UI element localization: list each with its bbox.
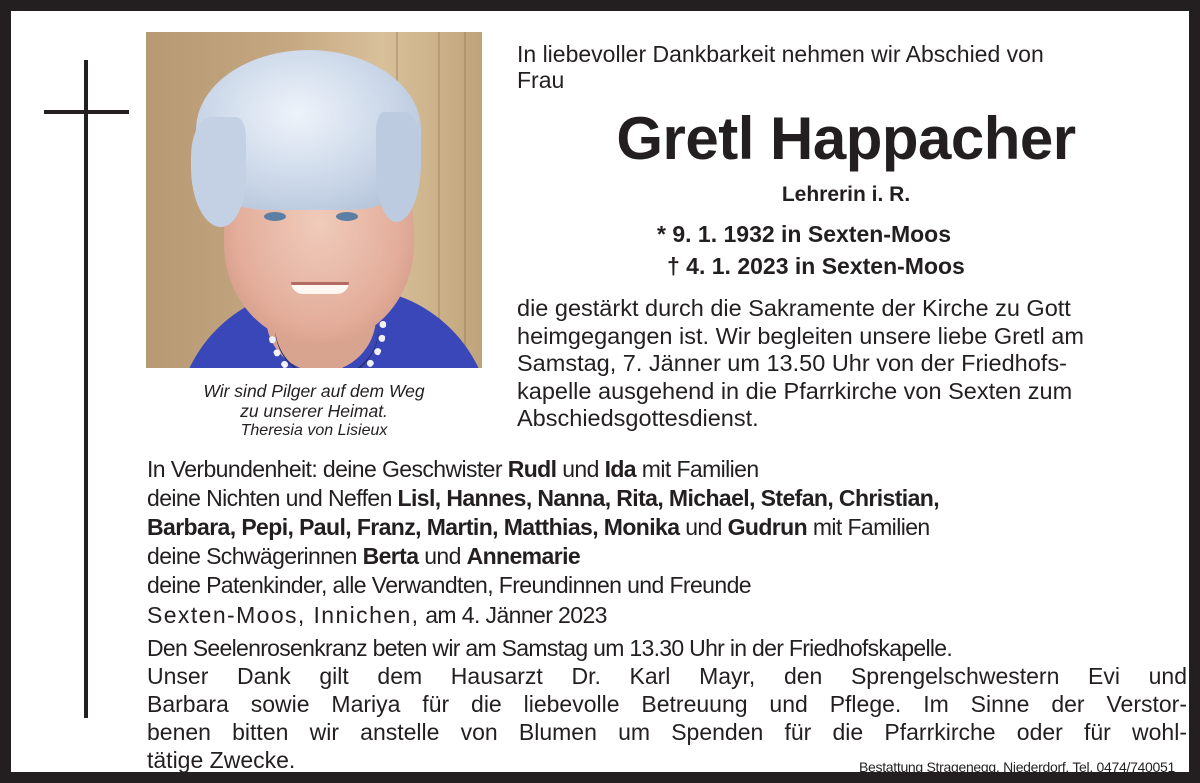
place: Sexten-Moos, Innichen, [147, 602, 420, 628]
date: am 4. Jänner 2023 [419, 602, 607, 628]
wood-grain [464, 32, 466, 368]
obituary-notice [11, 11, 1189, 775]
place-and-date [147, 601, 607, 630]
intro-line: Frau [517, 67, 565, 93]
portrait-eye-right [336, 212, 358, 221]
funeral-home-contact: Bestattung Stragenegg, Niederdorf, Tel. 0474/740051 [858, 759, 1175, 775]
portrait-eye-left [264, 212, 286, 221]
closing-text [147, 634, 1187, 774]
quote-author: Theresia von Lisieux [240, 422, 388, 439]
mourner-name: Gudrun [727, 514, 808, 540]
mourner-name: Ida [604, 456, 636, 482]
deceased-name: Gretl Happacher [616, 105, 1076, 172]
mourner-name: Berta [362, 543, 419, 569]
announcement-line: die gestärkt durch die Sakramente der Kirche zu Gott [517, 295, 1071, 321]
portrait-hair-left [191, 117, 246, 227]
quote-line-1: Wir sind Pilger auf dem Weg [203, 381, 425, 401]
mourner-name: Annemarie [466, 543, 581, 569]
quote-line-2: zu unserer Heimat. [240, 401, 388, 421]
announcement-line: Abschiedsgottesdienst. [517, 405, 759, 431]
portrait-smile [291, 282, 349, 294]
closing-line: tätige Zwecke. [147, 747, 296, 773]
closing-line: Den Seelenrosenkranz beten wir am Samstag um 13.30 Uhr in der Friedhofskapelle. [147, 635, 953, 661]
announcement-text [517, 295, 1185, 433]
closing-line: Unser Dank gilt dem Hausarzt Dr. Karl Mayr, den Sprengelschwestern Evi und [147, 663, 1187, 689]
announcement-line: heimgegangen ist. Wir begleiten unsere liebe Gretl am [517, 322, 1084, 349]
mourners-siblings: In Verbundenheit: deine Geschwister Rudl und Ida mit Familien [147, 456, 759, 482]
cross-vertical-bar [84, 60, 88, 718]
closing-line: Barbara sowie Mariya für die liebevolle Betreuung und Pflege. Im Sinne der Verstor- [147, 691, 1187, 717]
deceased-title: Lehrerin i. R. [781, 183, 911, 206]
mourners-others: deine Patenkinder, alle Verwandten, Freundinnen und Freunde [147, 572, 751, 598]
mourner-names: Lisl, Hannes, Nanna, Rita, Michael, Stefan, Christian, [397, 485, 940, 511]
birth-date: * 9. 1. 1932 in Sexten-Moos [657, 221, 952, 247]
quote-caption [146, 381, 482, 441]
portrait-hair-right [376, 112, 421, 222]
mourners-list [147, 455, 1187, 600]
intro-text [517, 41, 1189, 93]
portrait-photo [146, 32, 482, 368]
mourners-nieces-nephews-cont: Barbara, Pepi, Paul, Franz, Martin, Matthias, Monika und Gudrun mit Familien [147, 514, 930, 540]
intro-line: In liebevoller Dankbarkeit nehmen wir Abschied von [517, 41, 1044, 67]
announcement-line: Samstag, 7. Jänner um 13.50 Uhr von der Friedhofs- [517, 350, 1067, 376]
mourner-name: Rudl [507, 456, 557, 482]
death-date: † 4. 1. 2023 in Sexten-Moos [667, 253, 965, 279]
mourners-sisters-in-law: deine Schwägerinnen Berta und Annemarie [147, 543, 581, 569]
closing-line: benen bitten wir anstelle von Blumen um Spenden für die Pfarrkirche oder für wohl- [147, 719, 1187, 745]
mourners-nieces-nephews: deine Nichten und Neffen Lisl, Hannes, Nanna, Rita, Michael, Stefan, Christian, [147, 485, 940, 511]
cross-horizontal-bar [44, 110, 129, 114]
mourner-names: Barbara, Pepi, Paul, Franz, Martin, Matthias, Monika [147, 514, 680, 540]
announcement-line: kapelle ausgehend in die Pfarrkirche von Sexten zum [517, 377, 1073, 404]
